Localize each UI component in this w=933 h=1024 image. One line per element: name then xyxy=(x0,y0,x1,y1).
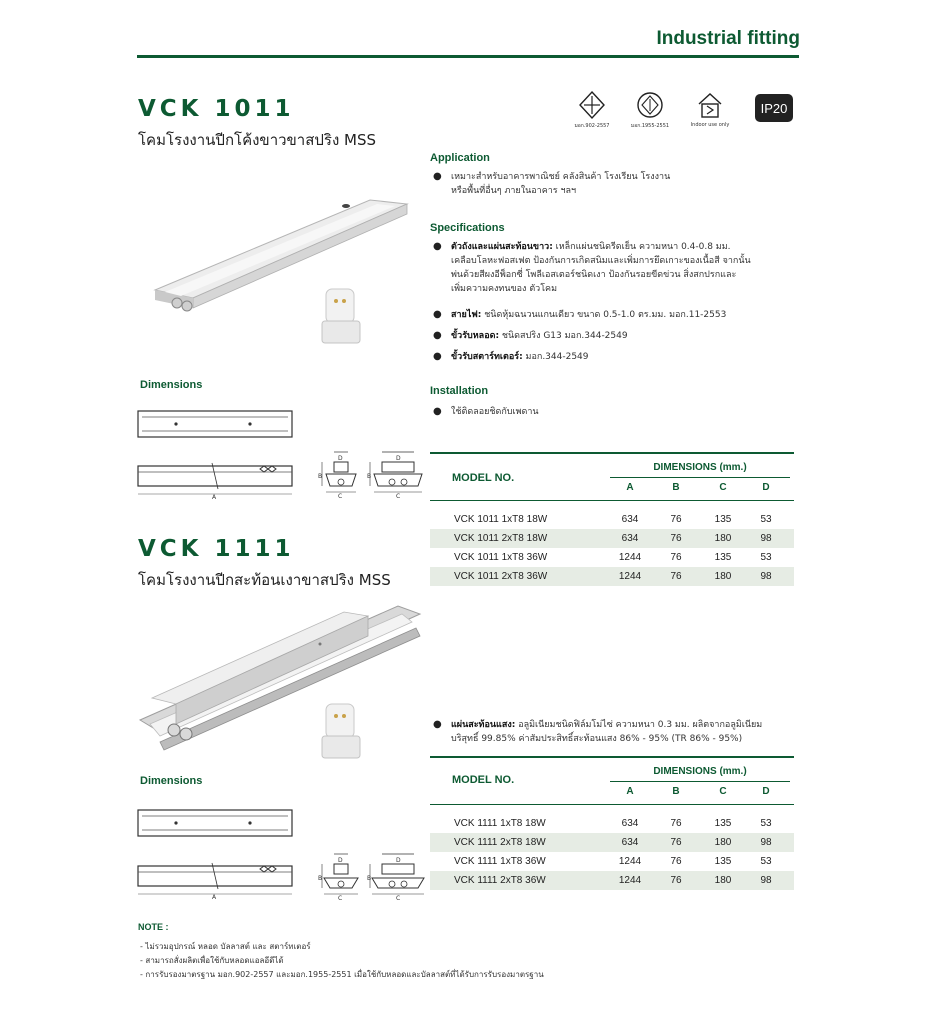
dim-a-label: A xyxy=(212,494,217,501)
col-b-header: B xyxy=(672,482,680,493)
dim-b-label: B xyxy=(318,875,323,882)
reflector-bullet xyxy=(433,718,796,746)
c-cell: 180 xyxy=(714,533,732,544)
spec3-text: ชนิดสปริง G13 มอก.344-2549 xyxy=(499,331,628,341)
note-line: - การรับรองมาตรฐาน มอก.902-2557 และมอก.1955-2551 เมื่อใช้กับหลอดและบัลลาสต์ที่ได้รับการรับรองมาตรฐาน xyxy=(140,970,544,979)
b-cell: 76 xyxy=(670,514,682,525)
model-cell: VCK 1111 2xT8 36W xyxy=(454,875,546,886)
a-cell: 634 xyxy=(621,533,639,544)
product2-dimensions-heading: Dimensions xyxy=(140,775,203,787)
dim-c-label: C xyxy=(396,895,401,902)
spec-body-bullet xyxy=(433,240,796,296)
dimensions-header-rule xyxy=(610,477,790,478)
tis-safety-icon xyxy=(635,90,665,120)
model-no-header: MODEL NO. xyxy=(452,472,515,484)
a-cell: 1244 xyxy=(618,856,642,867)
b-cell: 76 xyxy=(670,533,682,544)
house-icon xyxy=(695,90,725,120)
col-c-header: C xyxy=(719,482,727,493)
col-a-header: A xyxy=(626,786,634,797)
product2-lampholder-photo xyxy=(318,700,368,762)
product1-code: VCK 1011 xyxy=(138,96,295,122)
b-cell: 76 xyxy=(670,856,682,867)
spec-lampholder-bullet xyxy=(433,329,796,343)
reflector-line2: บริสุทธิ์ 99.85% ค่าสัมประสิทธิ์สะท้อนแสง 86% - 95% (TR 86% - 95%) xyxy=(451,734,743,744)
col-b-header: B xyxy=(672,786,680,797)
bullet-dot: ● xyxy=(433,241,442,252)
reflector-label: แผ่นสะท้อนแสง: xyxy=(451,720,516,730)
dim-c-label: C xyxy=(338,895,343,902)
table-row xyxy=(430,529,794,548)
spec1-line2: เคลือบโลหะฟอสเฟต ป้องกันการเกิดสนิมและเพิ่มการยึดเกาะของเนื้อสี จากนั้น xyxy=(451,256,751,266)
spec4-text: มอก.344-2549 xyxy=(522,352,589,362)
application-heading: Application xyxy=(430,152,490,164)
note-line: - สามารถสั่งผลิตเพื่อใช้กับหลอดแอลอีดีได้ xyxy=(140,956,284,965)
a-cell: 634 xyxy=(621,837,639,848)
application-line2: หรือพื้นที่อื่นๆ ภายในอาคาร ฯลฯ xyxy=(451,186,577,196)
product1-top-view-drawing xyxy=(136,405,296,445)
d-cell: 98 xyxy=(760,571,772,582)
model-cell: VCK 1011 1xT8 36W xyxy=(454,552,548,563)
model-no-header: MODEL NO. xyxy=(452,774,515,786)
b-cell: 76 xyxy=(670,552,682,563)
header-divider xyxy=(137,55,799,58)
tis-902-mark xyxy=(568,90,616,130)
tis-1955-mark xyxy=(626,90,674,130)
spec1-line3: พ่นด้วยสีผงอีพ็อกซี่ โพลีเอสเตอร์ชนิดเงา ป้องกันรอยขีดข่วน สิ่งสกปรกและ xyxy=(451,270,737,280)
table-row xyxy=(430,567,794,586)
dim-d-label: D xyxy=(338,455,343,462)
table-row xyxy=(430,871,794,890)
product2-subtitle: โคมโรงงานปีกสะท้อนเงาขาสปริง MSS xyxy=(138,571,391,589)
d-cell: 98 xyxy=(760,533,772,544)
bullet-dot: ● xyxy=(433,309,442,320)
model-cell: VCK 1011 1xT8 18W xyxy=(454,514,548,525)
product2-side-view-drawing xyxy=(136,858,296,900)
c-cell: 135 xyxy=(714,552,732,563)
model-cell: VCK 1011 2xT8 18W xyxy=(454,533,548,544)
model-cell: VCK 1111 1xT8 36W xyxy=(454,856,546,867)
c-cell: 180 xyxy=(714,571,732,582)
bullet-dot: ● xyxy=(433,719,442,730)
dim-d-label: D xyxy=(396,857,401,864)
dim-c-label: C xyxy=(338,493,343,500)
spec-wire-bullet xyxy=(433,308,796,322)
bullet-dot: ● xyxy=(433,330,442,341)
dim-b-label: B xyxy=(367,875,372,882)
d-cell: 53 xyxy=(760,514,772,525)
product2-end-view-single-drawing xyxy=(318,850,363,902)
product1-dimensions-heading: Dimensions xyxy=(140,379,203,391)
dimensions-header: DIMENSIONS (mm.) xyxy=(653,462,747,473)
d-cell: 98 xyxy=(760,837,772,848)
spec1-line4: เพิ่มความคงทนของ ตัวโคม xyxy=(451,284,558,294)
b-cell: 76 xyxy=(670,571,682,582)
spec2-label: สายไฟ: xyxy=(451,310,482,320)
a-cell: 1244 xyxy=(618,875,642,886)
d-cell: 53 xyxy=(760,856,772,867)
tis-902-caption: มอก.902-2557 xyxy=(574,123,610,129)
dim-c-label: C xyxy=(396,493,401,500)
model-cell: VCK 1011 2xT8 36W xyxy=(454,571,548,582)
installation-text: ใช้ติดลอยชิดกับเพดาน xyxy=(451,407,539,417)
category-title: Industrial fitting xyxy=(656,28,800,49)
b-cell: 76 xyxy=(670,818,682,829)
ip20-badge: IP20 xyxy=(755,94,793,122)
product2-end-view-twin-drawing xyxy=(368,850,428,902)
indoor-use-caption: Indoor use only xyxy=(690,122,730,128)
application-line1: เหมาะสำหรับอาคารพาณิชย์ คลังสินค้า โรงเรียน โรงงาน xyxy=(451,172,671,182)
note-line: - ไม่รวมอุปกรณ์ หลอด บัลลาสต์ และ สตาร์ทเตอร์ xyxy=(140,942,311,951)
installation-heading: Installation xyxy=(430,385,489,397)
tis-1955-caption: มอก.1955-2551 xyxy=(630,123,670,129)
dimensions-header-rule xyxy=(610,781,790,782)
a-cell: 634 xyxy=(621,818,639,829)
spec1-label: ตัวถังและแผ่นสะท้อนขาว: xyxy=(451,242,553,252)
b-cell: 76 xyxy=(670,837,682,848)
bullet-dot: ● xyxy=(433,406,442,417)
col-d-header: D xyxy=(762,482,770,493)
table-row xyxy=(430,833,794,852)
d-cell: 98 xyxy=(760,875,772,886)
product1-subtitle: โคมโรงงานปีกโค้งขาวขาสปริง MSS xyxy=(138,131,377,149)
reflector-line1: อลูมิเนียมชนิดฟิล์มโม่ไซ่ ความหนา 0.3 มม. ผลิตจากอลูมิเนียม xyxy=(515,720,763,730)
d-cell: 53 xyxy=(760,818,772,829)
spec-starter-bullet xyxy=(433,350,796,364)
d-cell: 53 xyxy=(760,552,772,563)
dim-a-label: A xyxy=(212,894,217,901)
dim-d-label: D xyxy=(338,857,343,864)
header-bottom-rule xyxy=(430,500,794,501)
product1-side-view-drawing xyxy=(136,458,296,500)
col-a-header: A xyxy=(626,482,634,493)
spec3-label: ขั้วรับหลอด: xyxy=(451,331,500,341)
c-cell: 180 xyxy=(714,837,732,848)
col-d-header: D xyxy=(762,786,770,797)
tis-standard-icon xyxy=(578,90,606,120)
application-bullet xyxy=(433,170,796,198)
product1-end-view-single-drawing xyxy=(318,448,363,500)
spec1-line1: เหล็กแผ่นชนิดรีดเย็น ความหนา 0.4-0.8 มม. xyxy=(552,242,731,252)
note-title: NOTE : xyxy=(138,922,169,932)
dimensions-header: DIMENSIONS (mm.) xyxy=(653,766,747,777)
product1-lampholder-photo xyxy=(318,285,368,347)
b-cell: 76 xyxy=(670,875,682,886)
table-top-rule xyxy=(430,452,794,454)
bullet-dot: ● xyxy=(433,351,442,362)
certification-marks xyxy=(568,90,804,135)
c-cell: 135 xyxy=(714,818,732,829)
a-cell: 1244 xyxy=(618,571,642,582)
dim-b-label: B xyxy=(367,473,372,480)
specifications-heading: Specifications xyxy=(430,222,505,234)
col-c-header: C xyxy=(719,786,727,797)
a-cell: 1244 xyxy=(618,552,642,563)
dim-b-label: B xyxy=(318,473,323,480)
c-cell: 135 xyxy=(714,856,732,867)
product1-dimensions-table xyxy=(430,452,794,592)
header-bottom-rule xyxy=(430,804,794,805)
product1-end-view-twin-drawing xyxy=(368,448,428,500)
table-row xyxy=(430,548,794,567)
c-cell: 180 xyxy=(714,875,732,886)
table-row xyxy=(430,814,794,833)
product1-fixture-photo xyxy=(145,180,415,320)
table-row xyxy=(430,852,794,871)
product2-fixture-photo xyxy=(130,592,422,762)
dim-d-label: D xyxy=(396,455,401,462)
indoor-use-mark xyxy=(686,90,734,128)
product2-code: VCK 1111 xyxy=(138,536,295,562)
bullet-dot: ● xyxy=(433,171,442,182)
model-cell: VCK 1111 2xT8 18W xyxy=(454,837,546,848)
c-cell: 135 xyxy=(714,514,732,525)
spec4-label: ขั้วรับสตาร์ทเตอร์: xyxy=(451,352,523,362)
table-row xyxy=(430,510,794,529)
installation-bullet xyxy=(433,405,796,419)
model-cell: VCK 1111 1xT8 18W xyxy=(454,818,546,829)
product2-top-view-drawing xyxy=(136,804,296,844)
spec2-text: ชนิดหุ้มฉนวนแกนเดียว ขนาด 0.5-1.0 ตร.มม. มอก.11-2553 xyxy=(481,310,727,320)
a-cell: 634 xyxy=(621,514,639,525)
product2-dimensions-table xyxy=(430,756,794,896)
table-top-rule xyxy=(430,756,794,758)
